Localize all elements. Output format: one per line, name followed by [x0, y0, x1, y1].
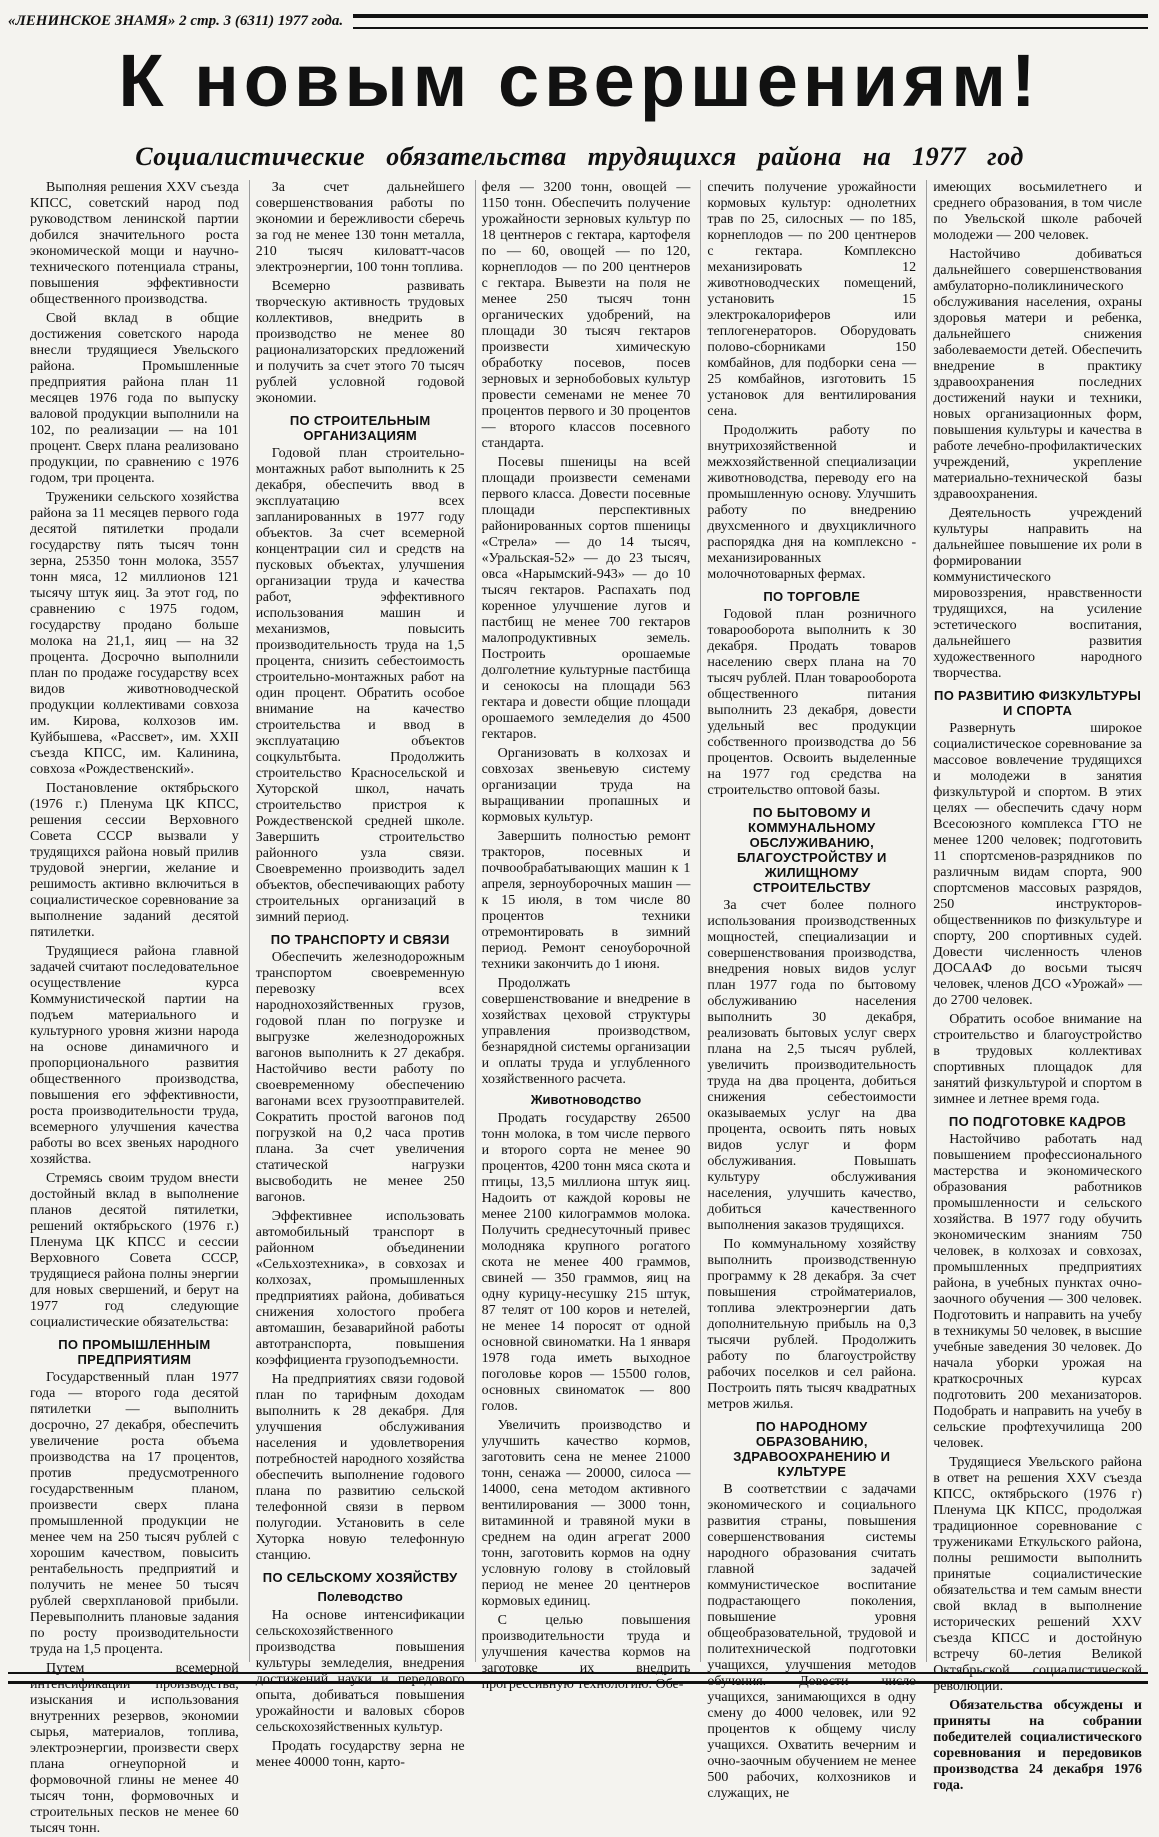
- paragraph: Государственный план 1977 года — второго года десятой пятилетки — выполнить досрочно, 27 декабря, обеспечить увеличение роста объема производства на 17 процентов, против предусмотренного государственным планом, произвести сверх плана промышленной продукции не менее чем на 250 тысяч рублей с хорошим качеством, повысить рентабельность предприятий и получить не менее 50 тысяч рублей сверхплановой прибыли. Перевыполнить плановые задания по росту производительности труда на 1,5 процента.: [30, 1370, 239, 1657]
- paragraph: По коммунальному хозяйству выполнить производственную программу к 28 декабря. За счет повышения стройматериалов, топлива электроэнергии дать дополнительную прибыль на 0,3 тысячи рублей. Продолжить работу по благоустройству рабочих поселков и сел района. Построить пять тысяч квадратных метров жилья.: [707, 1237, 917, 1412]
- article-columns: [30, 180, 1142, 1836]
- paragraph: Продолжать совершенствование и внедрение в хозяйствах цеховой структуры управления производством, безнарядной системы организации и оплаты труда и углубленного хозяйственного расчета.: [481, 976, 691, 1087]
- subsection-heading: Полеводство: [317, 1589, 403, 1604]
- paragraph: Обеспечить железнодорожным транспортом своевременную перевозку всех народнохозяйственных грузов, годовой план по погрузке и выгрузке железнодорожных вагонов выполнить к 27 декабря. Настойчиво вести работу по своевременному обеспечению вагонами всех грузоотправителей. Сократить простой вагонов под погрузкой на 0,2 часа против плана. За счет увеличения статической нагрузки высвободить не менее 250 вагонов.: [255, 950, 465, 1205]
- paragraph: спечить получение урожайности кормовых культур: однолетних трав по 25, силосных — по 185, корнеплодов — по 200 центнеров с гектара. Комплексно механизировать 12 животноводческих помещений, установить 15 электрокалориферов или теплогенераторов. Оборудовать полово-сборниками 150 комбайнов, для подборки сена — 25 комбайнов, изготовить 15 установок для вентилирования сена.: [707, 180, 917, 419]
- paragraph: Эффективнее использовать автомобильный транспорт в районном объединении «Сельхозтехника», в совхозах и колхозах, промышленных предприятиях района, добиваться снижения холостого пробега автомашин, безаварийной работы автотранспорта, повышения коэффициента грузоподъемности.: [255, 1209, 465, 1368]
- paragraph: имеющих восьмилетнего и среднего образования, в том числе по Увельской школе рабочей молодежи — 200 человек.: [933, 180, 1142, 243]
- paragraph: Увеличить производство и улучшить качество кормов, заготовить сена не менее 21000 тонн, сенажа — 20000, силоса — 14000, сена методом активного вентилирования — 3000 тонн, витаминной и травяной муки в среднем на один агрегат 2000 тонн, заготовить кормов на одну условную голову в стойловый период не менее 20 центнеров кормовых единиц.: [481, 1418, 691, 1609]
- paragraph: За счет более полного использования производственных мощностей, специализации и совершенствования производства, внедрения новых видов услуг план 1977 года по бытовому обслуживанию населения выполнить 30 декабря, реализовать бытовых услуг сверх плана на 2,5 тысяч рублей, увеличить производительность труда на два процента, добиться снижения себестоимости оказываемых услуг на два процента, освоить пять новых видов услуг и форм обслуживания. Повышать культуру обслуживания населения, улучшить качество, добиться качественного выполнения заказов трудящихся.: [707, 898, 917, 1233]
- paragraph: За счет дальнейшего совершенствования работы по экономии и бережливости сберечь за год не менее 130 тонн металла, 210 тысяч киловатт-часов электроэнергии, 100 тонн топлива.: [255, 180, 465, 275]
- column-2: [249, 180, 465, 1770]
- paragraph: На предприятиях связи годовой план по тарифным доходам выполнить к 28 декабря. Для улучшения обслуживания населения и удовлетворения потребностей народного хозяйства обеспечить выполнение годового плана по развитию сельской телефонной связи в первом полугодии. Установить в селе Хуторка новую телефонную станцию.: [255, 1372, 465, 1563]
- column-3: [475, 180, 691, 1692]
- paragraph: Настойчиво добиваться дальнейшего совершенствования амбулаторно-поликлинического обслуживания населения, охраны здоровья матери и ребенка, дальнейшего снижения заболеваемости детей. Обеспечить внедрение в практику здравоохранения последних достижений науки и техники, новых организационных форм, повышения культуры и качества в работе лечебно-профилактических учреждений, укрепление материально-технической базы здравоохранения.: [933, 247, 1142, 502]
- section-heading: ПО РАЗВИТИЮ ФИЗКУЛЬТУРЫ И СПОРТА: [934, 688, 1142, 718]
- paragraph: Трудящиеся района главной задачей считают последовательное осуществление курса Коммунистической партии на подъем материального и культурного уровня жизни народа на основе динамичного и пропорционального развития общественного производства, повышения его эффективности, роста производительности труда, всемерного улучшения качества работы во всех звеньях народного хозяйства.: [30, 944, 239, 1167]
- paragraph: Выполняя решения XXV съезда КПСС, советский народ под руководством ленинской партии добился значительного роста экономической мощи и научно-технического потенциала страны, повышения эффективности общественного производства.: [30, 180, 239, 307]
- paragraph: Продолжить работу по внутрихозяйственной и межхозяйственной специализации животноводства, переводу его на промышленную основу. Улучшить работу по внедрению двухсменного и двухцикличного распорядка дня на комплексно - механизированных молочнотоварных фермах.: [707, 423, 917, 582]
- paragraph: Свой вклад в общие достижения советского народа внесли трудящиеся Увельского района. Промышленные предприятия района план 11 месяцев 1976 года по выпуску валовой продукции выполнили на 102, по реализации — на 101 процент. Сверх плана реализовано продукции, по сравнению с 1976 годом, три процента.: [30, 311, 239, 486]
- paragraph: Путем всемерной интенсификации производства, изыскания и использования внутренних резервов, экономии сырья, материалов, топлива, электроэнергии, произвести сверх плана огнеупорной и формовочной глины не менее 40 тысяч тонн, формовочных и строительных песков не менее 60 тысяч тонн.: [30, 1661, 239, 1836]
- newspaper-header: [8, 8, 1148, 34]
- section-heading: ПО ТОРГОВЛЕ: [763, 589, 861, 604]
- paragraph: феля — 3200 тонн, овощей — 1150 тонн. Обеспечить получение урожайности зерновых культур по 18 центнеров с гектара, картофеля по — 60, овощей — по 120, корнеплодов — по 200 центнеров с гектара. Вывезти на поля не менее 250 тысяч тонн органических удобрений, на площади 30 тысяч гектаров произвести химическую обработку посевов, посев зерновых и зернобобовых культур провести семенами не менее 70 процентов первого и 30 процентов — второго классов посевного стандарта.: [481, 180, 691, 451]
- paragraph: В соответствии с задачами экономического и социального развития страны, повышения совершенствования системы народного образования считать главной задачей коммунистическое воспитание подрастающего поколения, повышение уровня общеобразовательной, трудовой и политехнической подготовки учащихся, улучшения методов обучения. Довести число учащихся, занимающихся в одну смену до 4000 человек, или 92 процентов к общему числу учащихся. Охватить вечерним и очно-заочным обучением не менее 500 рабочих, колхозников и служащих, не: [707, 1482, 917, 1801]
- column-4: [700, 180, 917, 1801]
- section-heading: ПО СЕЛЬСКОМУ ХОЗЯЙСТВУ: [262, 1570, 458, 1585]
- section-heading: ПО ТРАНСПОРТУ И СВЯЗИ: [270, 932, 450, 947]
- paragraph: Продать государству зерна не менее 40000 тонн, карто-: [255, 1739, 465, 1770]
- paragraph: Годовой план строительно-монтажных работ выполнить к 25 декабря, обеспечить ввод в эксплуатацию всех запланированных в 1977 году объектов. За счет всемерной концентрации сил и средств на пусковых объектах, улучшения организации труда и качества работ, эффективного использования машин и механизмов, повысить производительность труда на 1,5 процента, снизить себестоимость строительно-монтажных работ на один процент. Обратить особое внимание на качество строительства и ввод в эксплуатацию объектов соцкультбыта. Продолжить строительство Красносельской и Хуторской школ, начать строительство пристроя к Рождественской средней школе. Завершить строительство районного узла связи. Своевременно производить задел объектов, обеспечивающих работу строительных организаций в зимний период.: [255, 446, 465, 925]
- paragraph: Развернуть широкое социалистическое соревнование за массовое вовлечение трудящихся и молодежи в занятия физкультурой и спортом. В этих целях — обеспечить сдачу норм Всесоюзного комплекса ГТО не менее 1200 человек; подготовить 11 спортсменов-разрядников по различным видам спорта, 900 спортсменов массовых разрядов, 250 инструкторов-общественников по физкультуре и спорту, 200 спортивных судей. Довести численность членов ДОСААФ до восьми тысяч человек, членов ДСО «Урожай» — до 2700 человек.: [933, 721, 1142, 1008]
- paragraph: Труженики сельского хозяйства района за 11 месяцев первого года десятой пятилетки продали государству пять тысяч тонн зерна, 25350 тонн молока, 3557 тонн мяса, 12 миллионов 121 тысячу штук яиц. За этот год, по сравнению с 1975 годом, государству продано больше молока на 21,1, яиц — на 32 процента. Досрочно выполнили план по продаже государству всех видов животноводческой продукции коллективами совхоза им. Кирова, колхозов им. Куйбышева, «Рассвет», им. XXII съезда КПСС, им. Калинина, совхоза «Рождественский».: [30, 490, 239, 777]
- paragraph: Обязательства обсуждены и приняты на собрании победителей социалистического соревнования и передовиков производства 24 декабря 1976 года.: [933, 1698, 1142, 1793]
- column-1: [30, 180, 239, 1836]
- paragraph: На основе интенсификации сельскохозяйственного производства повышения культуры земледелия, внедрения достижений науки и передового опыта, добиваться повышения урожайности и валовых сборов сельскохозяйственных культур.: [255, 1608, 465, 1735]
- footer-rule: [8, 1672, 1148, 1684]
- paragraph: Деятельность учреждений культуры направить на дальнейшее повышение их роли в формировании коммунистического мировоззрения, нравственности трудящихся, на усиление эстетического воспитания, дальнейшего развития художественного народного творчества.: [933, 506, 1142, 681]
- paragraph: Организовать в колхозах и совхозах звеньевую систему организации труда на выращивании пропашных и кормовых культур.: [481, 746, 691, 825]
- paragraph: Годовой план розничного товарооборота выполнить к 30 декабря. Продать товаров населению сверх плана на 70 тысяч рублей. План товарооборота общественного питания выполнить 23 декабря, довести удельный вес продукции собственного производства до 56 процентов. Освоить выделенные на 1977 год средства на строительство оптовой базы.: [707, 607, 917, 798]
- section-heading: ПО БЫТОВОМУ И КОММУНАЛЬНОМУ ОБСЛУЖИВАНИЮ, БЛАГОУСТРОЙСТВУ И ЖИЛИЩНОМУ СТРОИТЕЛЬСТВУ: [736, 805, 887, 895]
- section-heading: ПО СТРОИТЕЛЬНЫМ ОРГАНИЗАЦИЯМ: [289, 413, 431, 443]
- paragraph: Стремясь своим трудом внести достойный вклад в выполнение планов десятой пятилетки, решений октябрьского (1976 г.) Пленума ЦК КПСС и сессии Верховного Совета СССР, трудящиеся района полны энергии для новых свершений, и берут на 1977 год следующие социалистические обязательства:: [30, 1171, 239, 1330]
- column-5: [926, 180, 1142, 1793]
- section-heading: ПО НАРОДНОМУ ОБРАЗОВАНИЮ, ЗДРАВООХРАНЕНИЮ И КУЛЬТУРЕ: [733, 1419, 891, 1479]
- paragraph: С целью повышения производительности труда и улучшения качества кормов на заготовке их внедрить прогрессивную технологию. Обе-: [481, 1613, 691, 1692]
- headline: К новым свершениям!: [118, 39, 1041, 122]
- paragraph: Обратить особое внимание на строительство и благоустройство в трудовых коллективах спортивных площадок для занятий физкультурой и спортом в зимнее и летнее время года.: [933, 1012, 1142, 1107]
- paragraph: Трудящиеся Увельского района в ответ на решения XXV съезда КПСС, октябрьского (1976 г) Пленума ЦК КПСС, продолжая традиционное соревнование с тружениками Еткульского района, полны решимости выполнить принятые социалистические обязательства и тем самым внести свой вклад в выполнение исторических решений XXV съезда КПСС и достойную встречу 60-летия Великой Октябрьской социалистической революции.: [933, 1455, 1142, 1694]
- paragraph: Постановление октябрьского (1976 г.) Пленума ЦК КПСС, решения сессии Верховного Совета СССР вызвали у трудящихся района новый прилив трудовой энергии, желание и решимость активно включиться в социалистическое соревнование за выполнение заданий десятой пятилетки.: [30, 781, 239, 940]
- paragraph: Всемерно развивать творческую активность трудовых коллективов, внедрить в производство не менее 80 рационализаторских предложений и получить за счет этого 70 тысяч рублей условной годовой экономии.: [255, 279, 465, 406]
- paragraph: Посевы пшеницы на всей площади произвести семенами первого класса. Довести посевные площади перспективных районированных сортов пшеницы «Стрела» — до 14 тысяч, «Уральская-52» — до 23 тысяч, овса «Нарымский-943» — до 10 тысяч гектаров. Распахать под коренное улучшение лугов и пастбищ не менее 700 гектаров малопродуктивных земель. Построить орошаемые долголетние культурные пастбища и сенокосы на площади 563 гектара и довести общие площади орошаемого земледелия до 4500 гектаров.: [481, 455, 691, 742]
- section-heading: ПО ПОДГОТОВКЕ КАДРОВ: [948, 1114, 1127, 1129]
- paragraph: Продать государству 26500 тонн молока, в том числе первого и второго сорта не менее 90 процентов, 4200 тонн мяса скота и птицы, 13,5 миллиона штук яиц. Надоить от каждой коровы не менее 2100 килограммов молока. Получить среднесуточный привес молодняка крупного рогатого скота не менее 400 граммов, свиней — 350 граммов, яиц на одну курицу-несушку 215 штук, 87 телят от 100 коров и нетелей, не менее 14 поросят от одной основной свиноматки. На 1 января 1978 года иметь выходное поголовье коров — 15500 голов, основных свиноматок — 800 голов.: [481, 1111, 691, 1414]
- header-rule: [353, 14, 1148, 29]
- paragraph: Настойчиво работать над повышением профессионального мастерства и экономического образования работников промышленности и сельского хозяйства. В 1977 году обучить экономическим знаниям 750 человек, в колхозах и совхозах, промышленных предприятиях района, в учебных пунктах очно-заочного обучения — 300 человек. Подготовить и направить на учебу в техникумы 50 человек, в высшие учебные заведения 30 человек. До начала уборки урожая на краткосрочных курсах подготовить 200 механизаторов. Подобрать и направить на учебу в сельские профтехучилища 200 человек.: [933, 1132, 1142, 1451]
- section-heading: ПО ПРОМЫШЛЕННЫМ ПРЕДПРИЯТИЯМ: [58, 1337, 211, 1367]
- subheadline: Социалистические обязательства трудящихся района на 1977 год: [135, 142, 1024, 171]
- header-text: «ЛЕНИНСКОЕ ЗНАМЯ» 2 стр. 3 (6311) 1977 года.: [8, 12, 344, 29]
- subsection-heading: Животноводство: [530, 1092, 642, 1107]
- paragraph: Завершить полностью ремонт тракторов, посевных и почвообрабатывающих машин к 1 апреля, зерноуборочных машин — к 15 июля, в том числе 80 процентов техники отремонтировать в зимний период. Ремонт сеноуборочной техники закончить до 1 июня.: [481, 829, 691, 972]
